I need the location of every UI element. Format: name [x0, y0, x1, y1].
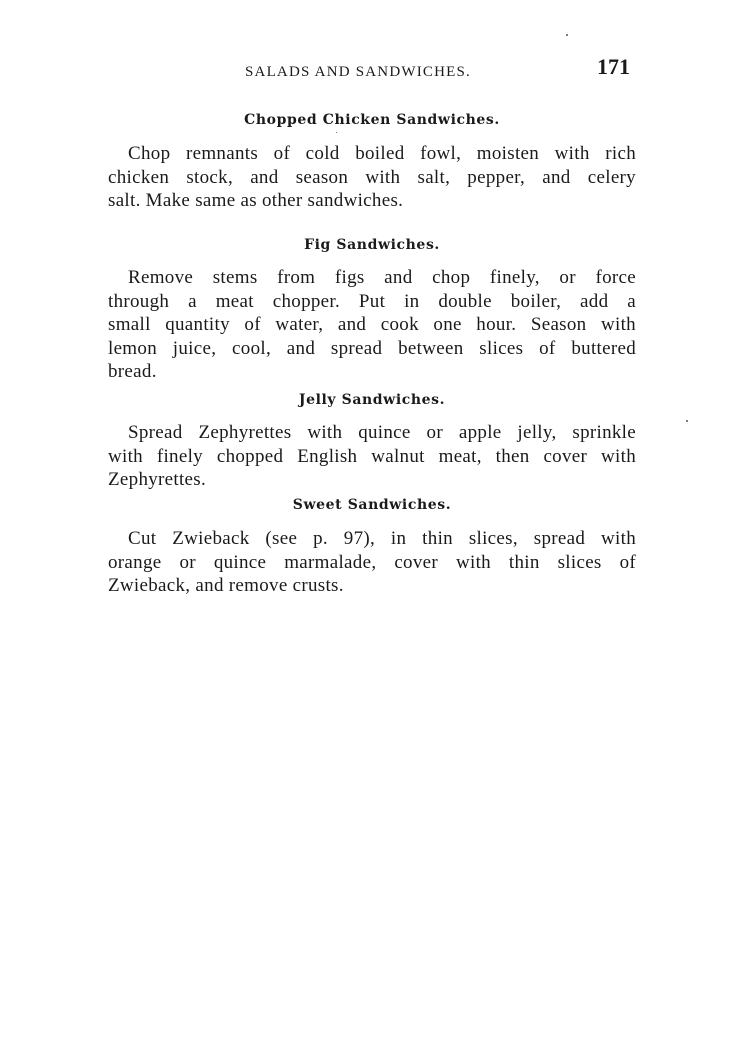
text-line: lemon juice, cool, and spread between slices of buttered: [108, 337, 636, 359]
section-title-fig: Fig Sandwiches.: [304, 237, 440, 253]
page-number: 171: [597, 54, 630, 79]
paragraph-chopped-chicken: [108, 142, 636, 213]
text-line: Zwieback, and remove crusts.: [108, 575, 344, 596]
text-line: small quantity of water, and cook one hour. Season with: [108, 314, 636, 335]
scan-speck: [566, 34, 568, 36]
text-line: Zephyrettes.: [108, 469, 207, 490]
running-head: [106, 54, 638, 84]
text-line: orange or quince marmalade, cover with thin slices of: [108, 551, 636, 573]
running-title: SALADS AND SANDWICHES.: [245, 64, 471, 80]
text-line: Remove stems from figs and chop finely, or force: [128, 267, 636, 288]
scan-speck: [336, 132, 337, 133]
paragraph-jelly: [108, 421, 636, 492]
paragraph-sweet: [108, 527, 636, 598]
text-line: bread.: [108, 361, 157, 382]
text-line: through a meat chopper. Put in double boiler, add a: [108, 290, 636, 312]
section-title-chopped-chicken: Chopped Chicken Sandwiches.: [244, 112, 500, 128]
text-line: with finely chopped English walnut meat, then cover with: [108, 445, 636, 467]
paragraph-fig: [108, 266, 636, 384]
section-title-sweet: Sweet Sandwiches.: [292, 497, 452, 513]
text-line: salt. Make same as other sandwiches.: [108, 190, 404, 211]
section-title-jelly: Jelly Sandwiches.: [298, 392, 446, 408]
text-line: Cut Zwieback (see p. 97), in thin slices, spread with: [128, 528, 636, 549]
text-line: Chop remnants of cold boiled fowl, moisten with rich: [128, 143, 636, 164]
text-line: chicken stock, and season with salt, pepper, and celery: [108, 166, 636, 188]
scan-speck: [686, 420, 688, 422]
text-line: Spread Zephyrettes with quince or apple jelly, sprinkle: [128, 422, 636, 443]
